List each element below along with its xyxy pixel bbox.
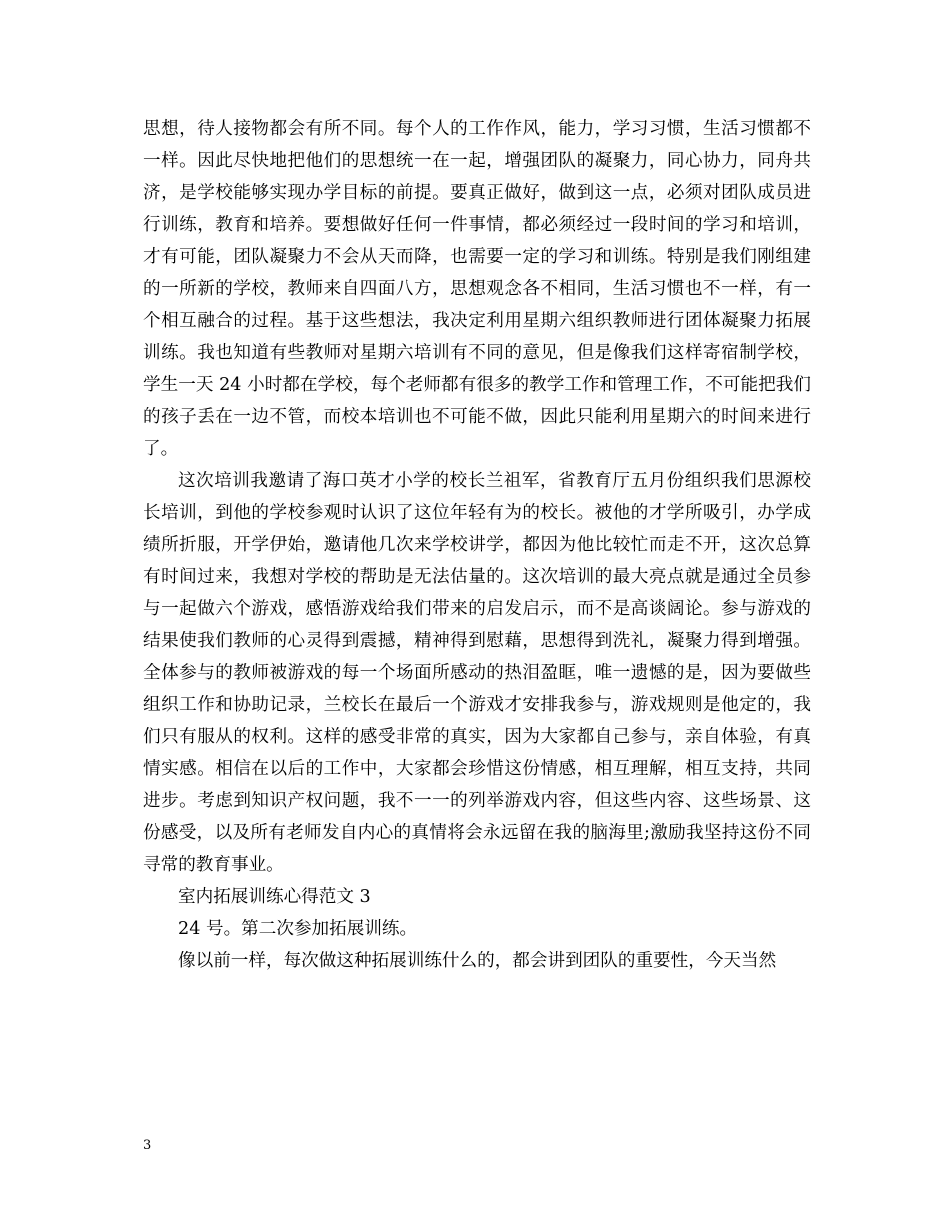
document-body <box>143 113 811 977</box>
paragraph-2: 这次培训我邀请了海口英才小学的校长兰祖军，省教育厅五月份组织我们思源校长培训，到他的学校参观时认识了这位年轻有为的校长。被他的才学所吸引，办学成绩所折服，开学伊始，邀请他几次来学校讲学，都因为他比较忙而走不开，这次总算有时间过来，我想对学校的帮助是无法估量的。这次培训的最大亮点就是通过全员参与一起做六个游戏，感悟游戏给我们带来的启发启示，而不是高谈阔论。参与游戏的结果使我们教师的心灵得到震撼，精神得到慰藉，思想得到洗礼，凝聚力得到增强。全体参与的教师被游戏的每一个场面所感动的热泪盈眶，唯一遗憾的是，因为要做些组织工作和协助记录，兰校长在最后一个游戏才安排我参与，游戏规则是他定的，我们只有服从的权利。这样的感受非常的真实，因为大家都自己参与，亲自体验，有真情实感。相信在以后的工作中，大家都会珍惜这份情感，相互理解，相互支持，共同进步。考虑到知识产权问题，我不一一的列举游戏内容，但这些内容、这些场景、这份感受，以及所有老师发自内心的真情将会永远留在我的脑海里;激励我坚持这份不同寻常的教育事业。 <box>143 471 811 875</box>
section-heading: 室内拓展训练心得范文 3 <box>178 887 371 907</box>
page-number: 3 <box>143 1138 152 1153</box>
paragraph-3: 24 号。第二次参加拓展训练。 <box>178 919 418 939</box>
paragraph-4: 像以前一样，每次做这种拓展训练什么的，都会讲到团队的重要性，今天当然 <box>178 951 777 971</box>
paragraph-1: 思想，待人接物都会有所不同。每个人的工作作风，能力，学习习惯，生活习惯都不一样。因此尽快地把他们的思想统一在一起，增强团队的凝聚力，同心协力，同舟共济，是学校能够实现办学目标的前提。要真正做好，做到这一点，必须对团队成员进行训练，教育和培养。要想做好任何一件事情，都必须经过一段时间的学习和培训，才有可能，团队凝聚力不会从天而降，也需要一定的学习和训练。特别是我们刚组建的一所新的学校，教师来自四面八方，思想观念各不相同，生活习惯也不一样，有一个相互融合的过程。基于这些想法，我决定利用星期六组织教师进行团体凝聚力拓展训练。我也知道有些教师对星期六培训有不同的意见，但是像我们这样寄宿制学校，学生一天 24 小时都在学校，每个老师都有很多的教学工作和管理工作，不可能把我们的孩子丢在一边不管，而校本培训也不可能不做，因此只能利用星期六的时间来进行了。 <box>143 119 811 459</box>
